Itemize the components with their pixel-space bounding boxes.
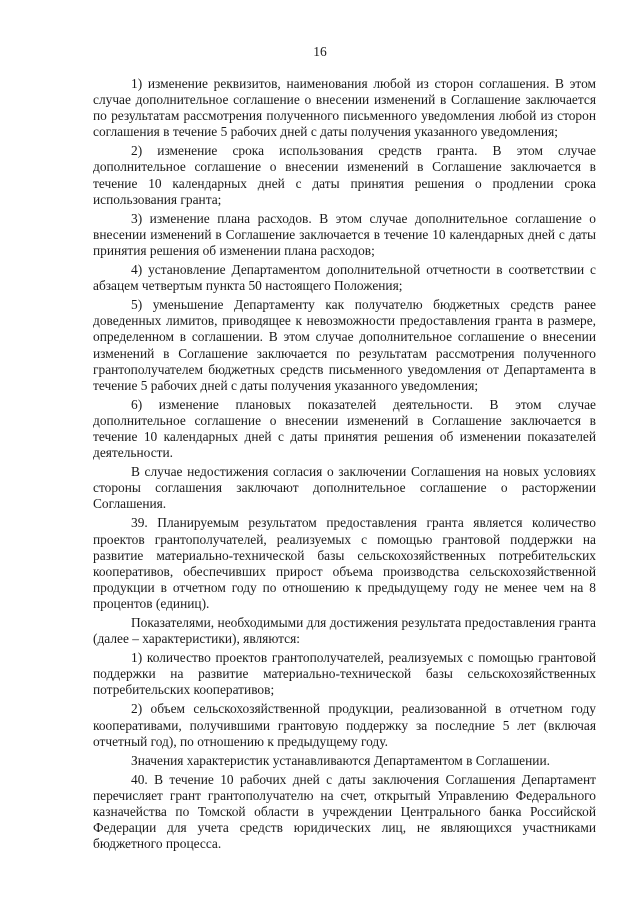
paragraph-item-1: 1) изменение реквизитов, наименования любой из сторон соглашения. В этом случае дополнительное соглашение о внесении изменений в Соглашение заключается по результатам рассмотрения полученного письменного уведомления любой из сторон соглашения в течение 5 рабочих дней с даты получения указанного уведомления;: [93, 76, 596, 140]
paragraph-values: Значения характеристик устанавливаются Департаментом в Соглашении.: [131, 752, 550, 768]
paragraph-clause-39: 39. Планируемым результатом предоставления гранта является количество проектов грантополучателей, реализуемых с помощью грантовой поддержки на развитие материально-технической базы сельскохозяйственных потребительских кооперативов, обеспечивших прирост объема производства сельскохозяйственной продукции в отчетном году по отношению к предыдущему году не менее чем на 8 процентов (единиц).: [93, 515, 596, 611]
paragraph-item-3: 3) изменение плана расходов. В этом случае дополнительное соглашение о внесении изменений в Соглашение заключается в течение 10 календарных дней с даты принятия решения об изменении плана расходов;: [93, 210, 596, 258]
paragraph-clause-40: 40. В течение 10 рабочих дней с даты заключения Соглашения Департамент перечисляет грант грантополучателю на счет, открытый Управлению Федерального казначейства по Томской области в учреждении Центрального банка Российской Федерации для учета средств юридических лиц, не являющихся участниками бюджетного процесса.: [93, 771, 596, 852]
paragraph-indicator-1: 1) количество проектов грантополучателей, реализуемых с помощью грантовой поддержки на развитие материально-технической базы сельскохозяйственных потребительских кооперативов;: [93, 650, 596, 698]
page-number: 16: [313, 44, 327, 59]
paragraph-item-6: 6) изменение плановых показателей деятельности. В этом случае дополнительное соглашение о внесении изменений в Соглашение заключается в течение 10 календарных дней с даты принятия решения об изменении показателей деятельности.: [93, 396, 596, 461]
paragraph-indicators: Показателями, необходимыми для достижения результата предоставления гранта (далее – характеристики), являются:: [93, 615, 596, 647]
paragraph-indicator-2: 2) объем сельскохозяйственной продукции, реализованной в отчетном году кооперативами, получившими грантовую поддержку за последние 5 лет (включая отчетный год), по отношению к предыдущему году.: [93, 701, 596, 749]
paragraph-item-4: 4) установление Департаментом дополнительной отчетности в соответствии с абзацем четвертым пункта 50 настоящего Положения;: [93, 262, 596, 294]
paragraph-item-5: 5) уменьшение Департаменту как получателю бюджетных средств ранее доведенных лимитов, приводящее к невозможности предоставления гранта в размере, определенном в соглашении. В этом случае дополнительное соглашение о внесении изменений в Соглашение заключается по результатам рассмотрения полученного грантополучателем бюджетных средств письменного уведомления от Департамента в течение 5 рабочих дней с даты получения указанного уведомления;: [93, 297, 596, 393]
paragraph-item-2: 2) изменение срока использования средств гранта. В этом случае дополнительное соглашение о внесении изменений в Соглашение заключается в течение 10 календарных дней с даты принятия решения о продлении срока использования гранта;: [93, 143, 596, 207]
document-body: [93, 76, 596, 852]
paragraph-no-agreement: В случае недостижения согласия о заключении Соглашения на новых условиях стороны соглашения заключают дополнительное соглашение о расторжении Соглашения.: [93, 464, 596, 512]
